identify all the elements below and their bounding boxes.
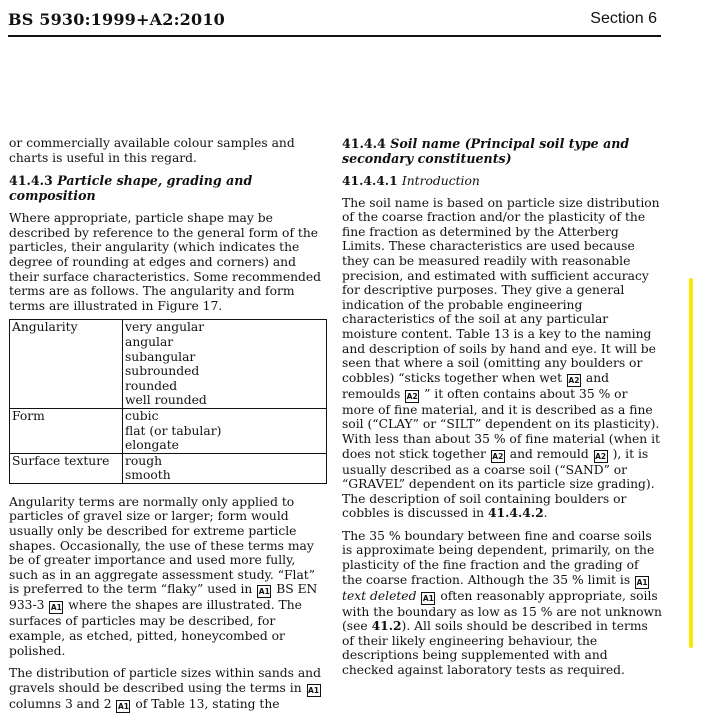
page-header — [0, 0, 719, 40]
amendment-a1-close-icon: A1 — [422, 593, 434, 603]
text-run: often reasonably appropriate, soils with the boundary as low as 15 % are not unknown (see — [342, 588, 662, 634]
table-terms — [123, 408, 327, 453]
text-run: The 35 % boundary between fine and coarse soils is approximate being dependent, primarily, on the plasticity of the fine fraction and the grading of the coarse fraction. Although the 35 % limit is — [342, 528, 655, 587]
term: very angular — [125, 320, 205, 335]
section-label: Section 6 — [590, 10, 657, 27]
left-column — [9, 136, 327, 721]
table-row — [10, 453, 327, 483]
deleted-text-note: text deleted — [342, 588, 417, 603]
particle-shape-paragraph: Where appropriate, particle shape may be described by reference to the general form of the particles, their angularity (which indicates the degree of rounding at edges and corners) and their surface characteristics. Some recommended terms are as follows. The angularity and form terms are illustrated in Figure 17. — [9, 211, 322, 313]
amendment-a1-open-icon: A1 — [308, 685, 320, 695]
table-category: Angularity — [10, 320, 123, 409]
clause-41-4-3-heading — [9, 173, 327, 203]
amendment-a2-open-icon: A2 — [492, 451, 504, 461]
amendment-a2-close-icon: A2 — [595, 451, 607, 461]
term: well rounded — [125, 393, 207, 408]
clause-number: 41.4.4 — [342, 136, 386, 151]
text-run: The soil name is based on particle size distribution of the coarse fraction and/or the plasticity of the fine fraction as determined by the Atterberg Limits. These characteristics are used because they can be measured readily with reasonable precision, and estimated with sufficient accuracy for descriptive purposes. They give a general indication of the probable engineering characteristics of the soil at any particular moisture content. Table 13 is a key to the naming and description of soils by hand and eye. It will be seen that where a soil (omitting any boulders or cobbles) “sticks together when wet — [342, 195, 660, 385]
clause-title: Introduction — [401, 174, 480, 188]
amendment-a2-open-icon: A2 — [568, 375, 580, 385]
amendment-a2-close-icon: A2 — [406, 391, 418, 401]
clause-41-4-4-heading — [342, 136, 662, 166]
table-row — [10, 320, 327, 409]
clause-reference: 41.4.4.2 — [488, 505, 544, 521]
clause-41-4-4-1-heading — [342, 174, 662, 189]
text-run: ), it is usually described as a coarse soil (“SAND” or “GRAVEL” dependent on its particle size grading). The description of soil containing boulders or cobbles is discussed in — [342, 446, 655, 521]
clause-number: 41.4.3 — [9, 173, 53, 189]
highlight-marker — [689, 278, 693, 648]
text-run: where the shapes are illustrated. The surfaces of particles may be described, for example, as etched, pitted, honeycombed or polished. — [9, 598, 302, 658]
amendment-a1-close-icon: A1 — [117, 701, 129, 711]
angularity-paragraph — [9, 495, 327, 658]
table-category: Surface texture — [10, 453, 123, 483]
table-terms — [123, 453, 327, 483]
clause-reference: 41.2 — [371, 618, 402, 634]
boundary-paragraph — [342, 529, 662, 678]
particle-terms-table — [9, 319, 327, 484]
text-run: ). All soils should be described in terms of their likely engineering behaviour, the descriptions being supplemented with and checked against laboratory tests as required. — [342, 619, 648, 678]
text-run: columns 3 and 2 — [9, 696, 112, 711]
clause-title: Particle shape, grading and composition — [9, 173, 253, 204]
table-category: Form — [10, 408, 123, 453]
reference-text: BS EN 933-3 — [9, 582, 318, 613]
text-run: ” it often contains about 35 % or more of fine material, and it is described as a fine soil (“CLAY” or “SILT” dependent on its plasticity). With less than about 35 % of fine material (when it does not stick together — [342, 386, 661, 461]
header-rule — [8, 35, 661, 37]
table-terms — [123, 320, 327, 409]
text-run: The distribution of particle sizes within sands and gravels should be described using the terms in — [9, 666, 321, 695]
text-run: Angularity terms are normally only applied to particles of gravel size or larger; form would usually only be described for extreme particle shapes. Occasionally, the use of these terms may be of greater importance and used more fully, such as in an aggregate assessment study. “Flat” is preferred to the term “flaky” used in — [9, 494, 316, 597]
text-run: of Table 13, stating the — [135, 696, 280, 711]
text-run: and remoulds — [342, 370, 609, 401]
intro-paragraph: or commercially available colour samples and charts is useful in this regard. — [9, 136, 295, 165]
amendment-a1-open-icon: A1 — [258, 587, 270, 597]
term: rough — [125, 453, 162, 468]
term: rounded — [125, 378, 178, 393]
term: cubic — [125, 408, 159, 423]
term: elongate — [125, 438, 179, 453]
clause-number: 41.4.4.1 — [342, 173, 398, 188]
amendment-a1-open-icon: A1 — [636, 577, 648, 587]
right-column — [342, 136, 662, 686]
term: flat (or tabular) — [125, 423, 222, 438]
clause-title: Soil name (Principal soil type and secondary constituents) — [342, 136, 630, 166]
table-row — [10, 408, 327, 453]
standard-number: BS 5930:1999+A2:2010 — [8, 10, 226, 29]
soil-name-paragraph: The soil name is based on particle size distribution of the coarse fraction and/or the plasticity of the fine fraction as determined by the Atterberg Limits. These characteristics are used because they can be measured readily with reasonable precision, and estimated with sufficient accuracy for descriptive purposes. They give a general indication of the probable engineering characteristics of the soil at any particular moisture content. Table 13 is a key to the naming and description of soils by hand and eye. It will be seen that where a soil (omitting any boulders or cobbles) “sticks together when wet A2 and remoulds A2 ” it often contains about 35 % or more of fine material, and it is described as a fine soil (“CLAY” or “SILT” dependent on its plasticity). With less than about 35 % of fine material (when it does not stick together A2 and remould A2 ), it is usually described as a coarse soil (“SAND” or “GRAVEL” dependent on its particle size grading). The description of soil containing boulders or cobbles is discussed in 41.4.4.2. — [342, 195, 661, 521]
text-run: and remould — [509, 446, 589, 461]
term: smooth — [125, 468, 171, 483]
amendment-a1-close-icon: A1 — [50, 603, 62, 613]
term: subangular — [125, 349, 196, 364]
term: subrounded — [125, 364, 200, 379]
distribution-paragraph — [9, 666, 327, 713]
term: angular — [125, 334, 174, 349]
